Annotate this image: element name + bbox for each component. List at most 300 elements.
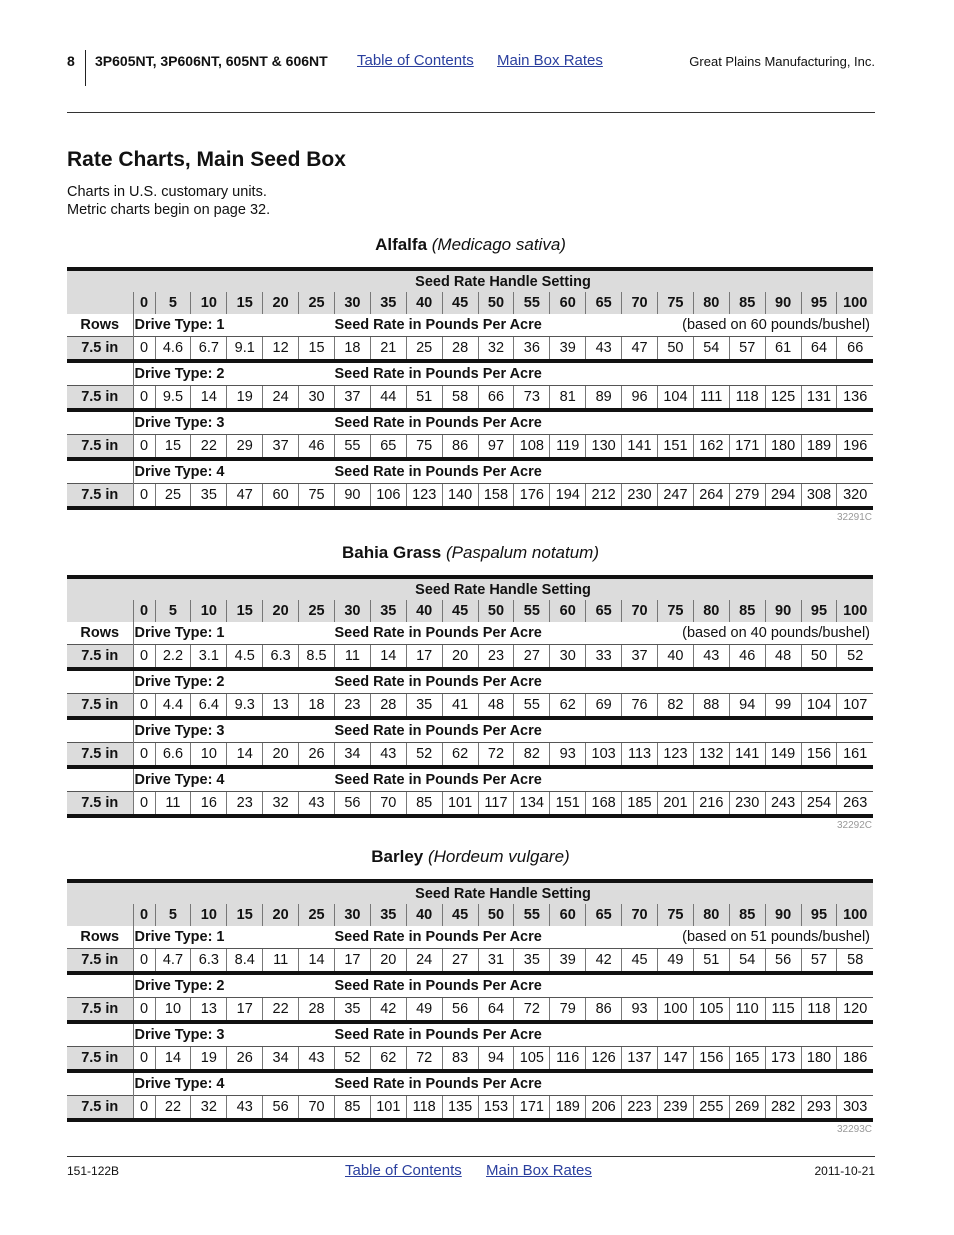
drive-values-row — [67, 694, 873, 719]
setting-cell: 70 — [622, 600, 658, 622]
rate-value-cell: 4.5 — [227, 645, 263, 670]
rate-value-cell: 60 — [263, 484, 299, 509]
blank-cell — [622, 1071, 873, 1096]
drive-values-row — [67, 998, 873, 1023]
blank-cell — [67, 292, 133, 314]
rate-value-cell: 28 — [370, 694, 406, 719]
setting-cell: 40 — [406, 292, 442, 314]
rate-chart-section — [67, 845, 874, 1136]
rate-value-cell: 116 — [550, 1047, 586, 1072]
rate-value-cell: 47 — [227, 484, 263, 509]
intro-line: Metric charts begin on page 32. — [67, 202, 271, 218]
drive-type-label: Drive Type: 3 — [133, 718, 334, 743]
rate-value-cell: 51 — [406, 386, 442, 411]
rate-value-cell: 0 — [133, 743, 155, 768]
rate-value-cell: 106 — [370, 484, 406, 509]
blank-cell — [67, 459, 133, 484]
rate-value-cell: 17 — [334, 949, 370, 974]
rate-value-cell: 73 — [514, 386, 550, 411]
handle-setting-label: Seed Rate Handle Setting — [133, 269, 873, 292]
drive-values-row — [67, 484, 873, 509]
drive-type-row — [67, 718, 873, 743]
rate-value-cell: 293 — [801, 1096, 837, 1121]
rate-units-label: Seed Rate in Pounds Per Acre — [334, 1027, 542, 1043]
drive-values-row — [67, 743, 873, 768]
setting-cell: 10 — [191, 600, 227, 622]
rate-value-cell: 0 — [133, 337, 155, 362]
blank-cell — [622, 410, 873, 435]
setting-cell: 25 — [299, 904, 335, 926]
rate-value-cell: 13 — [191, 998, 227, 1023]
rate-value-cell: 263 — [837, 792, 873, 817]
footer-rule — [67, 1156, 875, 1157]
rate-value-cell: 115 — [765, 998, 801, 1023]
row-spacing-label: 7.5 in — [67, 337, 133, 362]
rate-value-cell: 255 — [693, 1096, 729, 1121]
rate-value-cell: 82 — [657, 694, 693, 719]
rate-value-cell: 75 — [299, 484, 335, 509]
rate-value-cell: 294 — [765, 484, 801, 509]
drive-type-label: Drive Type: 1 — [133, 926, 334, 949]
rate-value-cell: 189 — [550, 1096, 586, 1121]
setting-cell: 50 — [478, 904, 514, 926]
drive-type-label: Drive Type: 3 — [133, 410, 334, 435]
rate-value-cell: 123 — [406, 484, 442, 509]
drive-type-row — [67, 459, 873, 484]
rate-value-cell: 9.1 — [227, 337, 263, 362]
rate-value-cell: 0 — [133, 694, 155, 719]
rate-value-cell: 0 — [133, 1096, 155, 1121]
rate-value-cell: 94 — [729, 694, 765, 719]
rate-value-cell: 39 — [550, 337, 586, 362]
rate-value-cell: 21 — [370, 337, 406, 362]
rate-value-cell: 58 — [837, 949, 873, 974]
rate-value-cell: 264 — [693, 484, 729, 509]
rate-value-cell: 123 — [657, 743, 693, 768]
rate-value-cell: 52 — [334, 1047, 370, 1072]
rate-value-cell: 37 — [263, 435, 299, 460]
rate-value-cell: 28 — [299, 998, 335, 1023]
row-spacing-label: 7.5 in — [67, 386, 133, 411]
rate-value-cell: 37 — [622, 645, 658, 670]
rate-value-cell: 26 — [299, 743, 335, 768]
handle-header-row — [67, 577, 873, 600]
rate-value-cell: 72 — [406, 1047, 442, 1072]
rate-value-cell: 110 — [729, 998, 765, 1023]
rate-units-label: Seed Rate in Pounds Per Acre — [334, 674, 542, 690]
rate-value-cell: 107 — [837, 694, 873, 719]
handle-setting-label: Seed Rate Handle Setting — [133, 577, 873, 600]
rate-value-cell: 42 — [586, 949, 622, 974]
rate-value-cell: 20 — [263, 743, 299, 768]
rate-value-cell: 113 — [622, 743, 658, 768]
rate-value-cell: 17 — [406, 645, 442, 670]
crop-latin-name: (Paspalum notatum) — [445, 543, 600, 562]
blank-cell — [67, 973, 133, 998]
rate-value-cell: 89 — [586, 386, 622, 411]
rate-value-cell: 62 — [550, 694, 586, 719]
rate-value-cell: 100 — [657, 998, 693, 1023]
blank-cell — [67, 410, 133, 435]
rate-value-cell: 27 — [442, 949, 478, 974]
rate-value-cell: 34 — [263, 1047, 299, 1072]
rate-value-cell: 14 — [299, 949, 335, 974]
rate-value-cell: 223 — [622, 1096, 658, 1121]
rate-value-cell: 30 — [299, 386, 335, 411]
rate-value-cell: 126 — [586, 1047, 622, 1072]
rate-value-cell: 35 — [334, 998, 370, 1023]
blank-cell — [622, 718, 873, 743]
rows-label: Rows — [80, 625, 120, 641]
rate-value-cell: 75 — [406, 435, 442, 460]
crop-name: Alfalfa — [375, 235, 428, 254]
rate-value-cell: 156 — [801, 743, 837, 768]
rate-value-cell: 101 — [442, 792, 478, 817]
setting-cell: 75 — [657, 292, 693, 314]
row-spacing-label: 7.5 in — [67, 743, 133, 768]
setting-cell: 100 — [837, 600, 873, 622]
rate-value-cell: 99 — [765, 694, 801, 719]
header-divider — [85, 50, 86, 86]
rate-value-cell: 132 — [693, 743, 729, 768]
rate-value-cell: 11 — [263, 949, 299, 974]
setting-cell: 55 — [514, 292, 550, 314]
rate-units-label: Seed Rate in Pounds Per Acre — [334, 978, 542, 994]
row-spacing-label: 7.5 in — [67, 435, 133, 460]
row-spacing-label: 7.5 in — [67, 792, 133, 817]
rate-value-cell: 41 — [442, 694, 478, 719]
drive-values-row — [67, 792, 873, 817]
settings-header-row — [67, 600, 873, 622]
rows-label: Rows — [80, 317, 120, 333]
blank-cell — [67, 669, 133, 694]
chart-caption — [67, 541, 874, 565]
settings-header-row — [67, 292, 873, 314]
rate-value-cell: 151 — [550, 792, 586, 817]
rate-value-cell: 27 — [514, 645, 550, 670]
drive-type-row — [67, 1022, 873, 1047]
intro-line: Charts in U.S. customary units. — [67, 184, 267, 200]
rate-value-cell: 119 — [550, 435, 586, 460]
rate-value-cell: 85 — [334, 1096, 370, 1121]
rate-value-cell: 14 — [155, 1047, 191, 1072]
drive-type-label: Drive Type: 1 — [133, 314, 334, 337]
rate-value-cell: 88 — [693, 694, 729, 719]
setting-cell: 30 — [334, 600, 370, 622]
setting-cell: 75 — [657, 904, 693, 926]
setting-cell: 20 — [263, 600, 299, 622]
model-title: 3P605NT, 3P606NT, 605NT & 606NT — [95, 53, 328, 69]
setting-cell: 90 — [765, 292, 801, 314]
rate-value-cell: 61 — [765, 337, 801, 362]
rate-value-cell: 35 — [406, 694, 442, 719]
setting-cell: 85 — [729, 904, 765, 926]
rate-units-label: Seed Rate in Pounds Per Acre — [334, 929, 542, 945]
chart-caption — [67, 233, 874, 257]
rate-value-cell: 22 — [155, 1096, 191, 1121]
setting-cell: 90 — [765, 904, 801, 926]
setting-cell: 80 — [693, 904, 729, 926]
rate-value-cell: 104 — [657, 386, 693, 411]
rate-value-cell: 94 — [478, 1047, 514, 1072]
setting-cell: 40 — [406, 600, 442, 622]
rate-value-cell: 3.1 — [191, 645, 227, 670]
setting-cell: 100 — [837, 292, 873, 314]
rate-value-cell: 62 — [370, 1047, 406, 1072]
rate-value-cell: 50 — [657, 337, 693, 362]
setting-cell: 0 — [133, 600, 155, 622]
rate-value-cell: 32 — [263, 792, 299, 817]
rate-value-cell: 45 — [622, 949, 658, 974]
rate-value-cell: 31 — [478, 949, 514, 974]
drive-type-row — [67, 669, 873, 694]
setting-cell: 35 — [370, 600, 406, 622]
intro-text — [67, 183, 270, 219]
rate-value-cell: 28 — [442, 337, 478, 362]
rate-value-cell: 6.4 — [191, 694, 227, 719]
rows-label: Rows — [80, 929, 120, 945]
rate-value-cell: 51 — [693, 949, 729, 974]
rate-value-cell: 23 — [227, 792, 263, 817]
rate-value-cell: 43 — [370, 743, 406, 768]
blank-cell — [622, 361, 873, 386]
settings-header-row — [67, 904, 873, 926]
footer-date: 2011-10-21 — [814, 1164, 875, 1178]
drive-values-row — [67, 645, 873, 670]
rate-value-cell: 46 — [299, 435, 335, 460]
rate-value-cell: 254 — [801, 792, 837, 817]
rate-value-cell: 230 — [622, 484, 658, 509]
setting-cell: 70 — [622, 904, 658, 926]
rate-value-cell: 13 — [263, 694, 299, 719]
rate-value-cell: 141 — [622, 435, 658, 460]
drive-type-label: Drive Type: 4 — [133, 1071, 334, 1096]
rate-value-cell: 96 — [622, 386, 658, 411]
rate-value-cell: 44 — [370, 386, 406, 411]
setting-cell: 15 — [227, 600, 263, 622]
rate-value-cell: 239 — [657, 1096, 693, 1121]
setting-cell: 80 — [693, 600, 729, 622]
rate-value-cell: 149 — [765, 743, 801, 768]
rate-value-cell: 25 — [406, 337, 442, 362]
blank-cell — [67, 1022, 133, 1047]
setting-cell: 45 — [442, 292, 478, 314]
rate-value-cell: 57 — [729, 337, 765, 362]
rate-value-cell: 171 — [729, 435, 765, 460]
rate-value-cell: 176 — [514, 484, 550, 509]
rate-value-cell: 70 — [299, 1096, 335, 1121]
main-box-rates-link[interactable]: Main Box Rates — [486, 1162, 592, 1179]
rate-value-cell: 135 — [442, 1096, 478, 1121]
rate-value-cell: 118 — [406, 1096, 442, 1121]
setting-cell: 30 — [334, 292, 370, 314]
rate-value-cell: 49 — [657, 949, 693, 974]
rate-value-cell: 86 — [442, 435, 478, 460]
header-rule — [67, 112, 875, 113]
drive-type-row — [67, 361, 873, 386]
drive-type-label: Drive Type: 2 — [133, 973, 334, 998]
row-spacing-label: 7.5 in — [67, 1096, 133, 1121]
rate-value-cell: 86 — [586, 998, 622, 1023]
setting-cell: 30 — [334, 904, 370, 926]
figure-number: 32291C — [836, 512, 872, 523]
rate-value-cell: 9.3 — [227, 694, 263, 719]
setting-cell: 95 — [801, 904, 837, 926]
drive-type-row — [67, 926, 873, 949]
crop-name: Bahia Grass — [341, 543, 442, 562]
setting-cell: 35 — [370, 292, 406, 314]
toc-link[interactable]: Table of Contents — [357, 52, 474, 69]
rate-value-cell: 48 — [765, 645, 801, 670]
toc-link[interactable]: Table of Contents — [345, 1162, 462, 1179]
rate-value-cell: 168 — [586, 792, 622, 817]
blank-cell — [622, 973, 873, 998]
rate-value-cell: 93 — [550, 743, 586, 768]
setting-cell: 20 — [263, 904, 299, 926]
rate-table — [67, 267, 873, 510]
rate-value-cell: 81 — [550, 386, 586, 411]
setting-cell: 0 — [133, 904, 155, 926]
rate-value-cell: 56 — [263, 1096, 299, 1121]
page-header — [0, 0, 954, 120]
rate-value-cell: 108 — [514, 435, 550, 460]
crop-latin-name: (Hordeum vulgare) — [427, 847, 570, 866]
rate-value-cell: 243 — [765, 792, 801, 817]
rate-value-cell: 14 — [227, 743, 263, 768]
figure-number: 32293C — [836, 1124, 872, 1135]
drive-type-label: Drive Type: 2 — [133, 669, 334, 694]
bushel-basis-note: (based on 40 pounds/bushel) — [682, 625, 870, 641]
rate-value-cell: 50 — [801, 645, 837, 670]
rate-value-cell: 6.7 — [191, 337, 227, 362]
chart-caption — [67, 845, 874, 869]
rate-value-cell: 161 — [837, 743, 873, 768]
rate-value-cell: 6.6 — [155, 743, 191, 768]
setting-cell: 10 — [191, 292, 227, 314]
rate-value-cell: 36 — [514, 337, 550, 362]
rate-value-cell: 206 — [586, 1096, 622, 1121]
handle-header-row — [67, 881, 873, 904]
row-spacing-label: 7.5 in — [67, 998, 133, 1023]
rate-value-cell: 111 — [693, 386, 729, 411]
rate-value-cell: 247 — [657, 484, 693, 509]
rate-value-cell: 47 — [622, 337, 658, 362]
rate-value-cell: 0 — [133, 1047, 155, 1072]
rate-value-cell: 4.6 — [155, 337, 191, 362]
rate-value-cell: 17 — [227, 998, 263, 1023]
setting-cell: 50 — [478, 292, 514, 314]
bushel-basis-note: (based on 51 pounds/bushel) — [682, 929, 870, 945]
setting-cell: 55 — [514, 600, 550, 622]
rate-value-cell: 23 — [334, 694, 370, 719]
page-number: 8 — [67, 53, 75, 69]
rate-value-cell: 48 — [478, 694, 514, 719]
setting-cell: 65 — [586, 292, 622, 314]
rate-value-cell: 43 — [227, 1096, 263, 1121]
setting-cell: 35 — [370, 904, 406, 926]
drive-type-label: Drive Type: 2 — [133, 361, 334, 386]
rate-value-cell: 11 — [334, 645, 370, 670]
drive-values-row — [67, 386, 873, 411]
rate-value-cell: 104 — [801, 694, 837, 719]
rate-value-cell: 141 — [729, 743, 765, 768]
rate-value-cell: 120 — [837, 998, 873, 1023]
drive-type-label: Drive Type: 4 — [133, 767, 334, 792]
blank-cell — [67, 600, 133, 622]
blank-cell — [67, 577, 133, 600]
blank-cell — [67, 269, 133, 292]
rate-value-cell: 54 — [729, 949, 765, 974]
setting-cell: 40 — [406, 904, 442, 926]
setting-cell: 50 — [478, 600, 514, 622]
main-box-rates-link[interactable]: Main Box Rates — [497, 52, 603, 69]
rate-value-cell: 2.2 — [155, 645, 191, 670]
rate-value-cell: 14 — [370, 645, 406, 670]
row-spacing-label: 7.5 in — [67, 694, 133, 719]
setting-cell: 0 — [133, 292, 155, 314]
rate-value-cell: 194 — [550, 484, 586, 509]
setting-cell: 80 — [693, 292, 729, 314]
rate-value-cell: 76 — [622, 694, 658, 719]
rate-value-cell: 117 — [478, 792, 514, 817]
rate-value-cell: 85 — [406, 792, 442, 817]
rate-value-cell: 32 — [478, 337, 514, 362]
rate-value-cell: 173 — [765, 1047, 801, 1072]
rate-value-cell: 151 — [657, 435, 693, 460]
rate-value-cell: 93 — [622, 998, 658, 1023]
setting-cell: 5 — [155, 292, 191, 314]
drive-type-row — [67, 1071, 873, 1096]
row-spacing-label: 7.5 in — [67, 1047, 133, 1072]
rate-units-label: Seed Rate in Pounds Per Acre — [334, 1076, 542, 1092]
rate-value-cell: 33 — [586, 645, 622, 670]
rate-value-cell: 20 — [370, 949, 406, 974]
rate-value-cell: 24 — [263, 386, 299, 411]
rate-value-cell: 22 — [263, 998, 299, 1023]
drive-type-row — [67, 622, 873, 645]
crop-name: Barley — [371, 847, 424, 866]
rate-value-cell: 26 — [227, 1047, 263, 1072]
rate-value-cell: 83 — [442, 1047, 478, 1072]
handle-header-row — [67, 269, 873, 292]
blank-cell — [622, 669, 873, 694]
rate-value-cell: 43 — [693, 645, 729, 670]
drive-type-row — [67, 767, 873, 792]
rate-value-cell: 136 — [837, 386, 873, 411]
rate-table — [67, 575, 873, 818]
setting-cell: 10 — [191, 904, 227, 926]
drive-type-row — [67, 314, 873, 337]
rate-value-cell: 196 — [837, 435, 873, 460]
rate-value-cell: 10 — [191, 743, 227, 768]
page-title: Rate Charts, Main Seed Box — [67, 148, 346, 171]
setting-cell: 70 — [622, 292, 658, 314]
rate-value-cell: 25 — [155, 484, 191, 509]
rate-value-cell: 180 — [765, 435, 801, 460]
setting-cell: 15 — [227, 904, 263, 926]
rate-value-cell: 64 — [478, 998, 514, 1023]
rate-value-cell: 54 — [693, 337, 729, 362]
rate-value-cell: 46 — [729, 645, 765, 670]
rate-value-cell: 230 — [729, 792, 765, 817]
rate-value-cell: 52 — [406, 743, 442, 768]
rate-value-cell: 19 — [227, 386, 263, 411]
rate-value-cell: 66 — [478, 386, 514, 411]
rate-value-cell: 56 — [765, 949, 801, 974]
rate-value-cell: 65 — [370, 435, 406, 460]
rate-value-cell: 9.5 — [155, 386, 191, 411]
row-spacing-label: 7.5 in — [67, 949, 133, 974]
